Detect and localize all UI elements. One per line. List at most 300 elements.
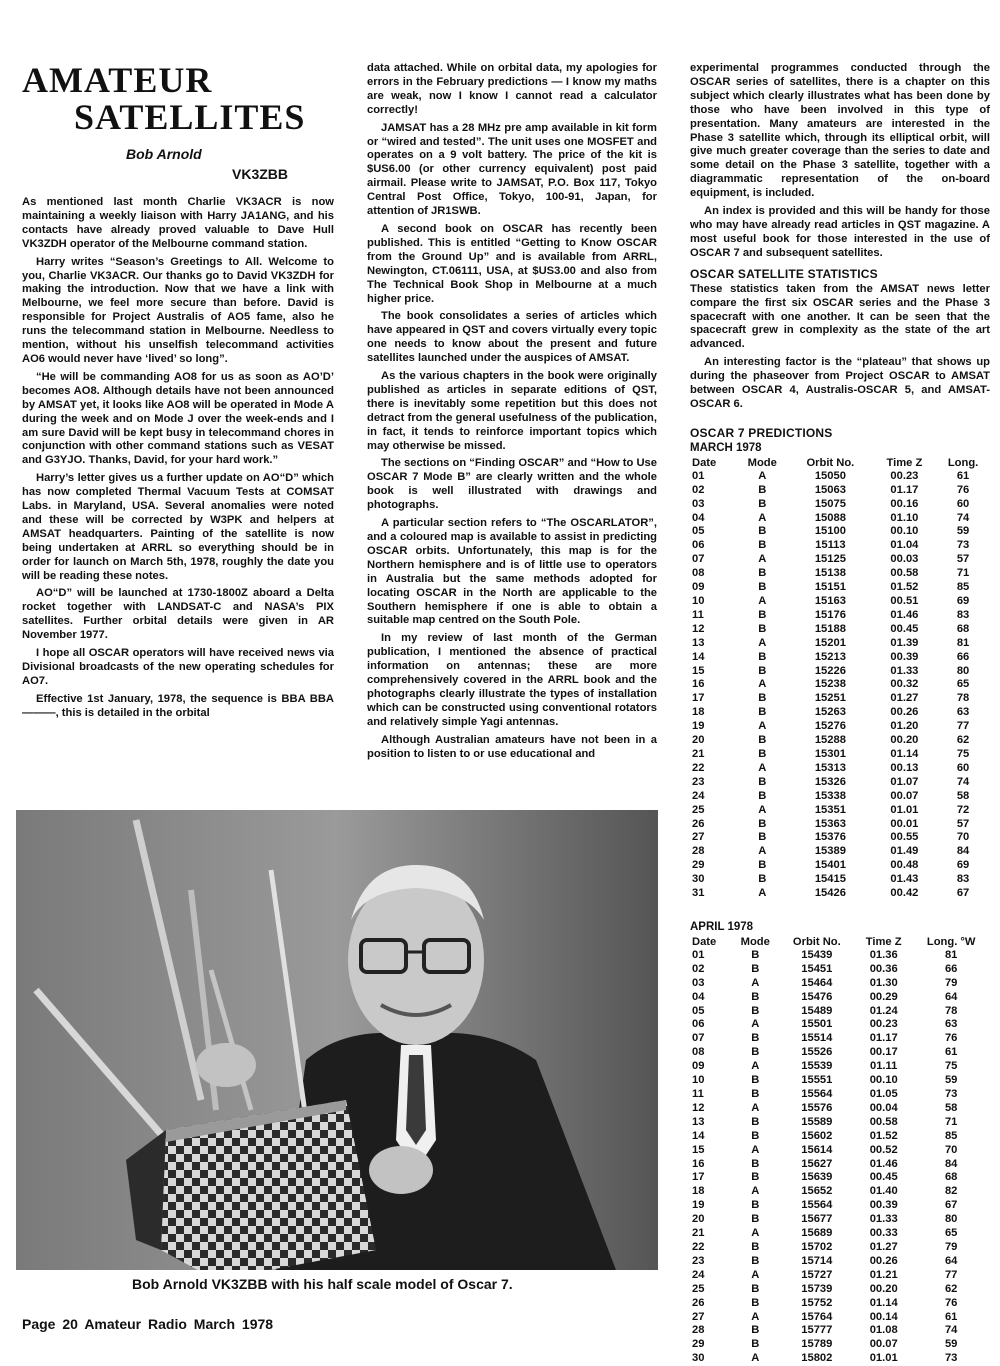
author-callsign: VK3ZBB (232, 166, 289, 182)
cell-mode: B (751, 1074, 760, 1087)
cell-orbit: 15125 (814, 553, 846, 566)
cell-long: 79 (944, 1240, 958, 1253)
cell-mode: A (758, 761, 767, 774)
table-row (690, 525, 990, 539)
cell-date: 03 (692, 976, 705, 989)
paragraph: data attached. While on orbital data, my apologies for errors in the February predictions — I know my maths are weak, now I know I cannot read a calculator correctly! (367, 62, 657, 116)
cell-long: 84 (956, 845, 970, 858)
table-header-row (690, 456, 990, 470)
cell-time: 01.46 (890, 608, 919, 621)
cell-mode: B (758, 789, 767, 802)
col-long: Long. °W (926, 935, 976, 948)
table-row (690, 1144, 990, 1158)
cell-orbit: 15338 (814, 789, 846, 802)
article-title-line2: SATELLITES (74, 97, 306, 137)
table-row (690, 1171, 990, 1185)
cell-orbit: 15301 (814, 747, 846, 760)
col-time: Time Z (886, 456, 923, 469)
cell-long: 70 (956, 831, 970, 844)
cell-orbit: 15739 (801, 1282, 833, 1295)
cell-time: 01.36 (869, 948, 898, 961)
cell-long: 58 (944, 1101, 958, 1114)
cell-time: 00.17 (869, 1046, 898, 1059)
cell-orbit: 15464 (801, 976, 833, 989)
cell-mode: A (751, 976, 760, 989)
cell-orbit: 15802 (801, 1352, 833, 1365)
cell-time: 01.17 (869, 1032, 898, 1045)
cell-mode: A (758, 845, 767, 858)
cell-time: 00.26 (890, 706, 919, 719)
cell-mode: B (758, 483, 767, 496)
cell-mode: B (758, 622, 767, 635)
cell-orbit: 15351 (814, 803, 846, 816)
cell-date: 03 (692, 497, 705, 510)
cell-long: 68 (956, 622, 970, 635)
cell-time: 00.07 (869, 1338, 898, 1351)
cell-orbit: 15564 (801, 1199, 833, 1212)
table-row (690, 1241, 990, 1255)
cell-long: 65 (944, 1227, 958, 1240)
cell-long: 78 (956, 692, 970, 705)
footer-issue: March 1978 (193, 1316, 274, 1332)
cell-date: 08 (692, 1046, 705, 1059)
table-row (690, 859, 990, 873)
cell-time: 01.33 (869, 1213, 898, 1226)
cell-long: 57 (956, 817, 970, 830)
cell-date: 22 (692, 1240, 705, 1253)
cell-mode: A (751, 1268, 760, 1281)
cell-orbit: 15313 (814, 761, 846, 774)
cell-date: 13 (692, 636, 705, 649)
cell-time: 01.43 (890, 873, 919, 886)
table-row (690, 887, 990, 901)
article-title-line1: AMATEUR (22, 60, 213, 100)
cell-time: 01.24 (869, 1004, 898, 1017)
cell-time: 01.10 (890, 511, 919, 524)
cell-time: 00.29 (869, 990, 898, 1003)
cell-mode: B (751, 1088, 760, 1100)
col-date: Date (692, 935, 717, 948)
cell-long: 82 (944, 1185, 958, 1198)
cell-date: 11 (692, 608, 704, 621)
table-row (690, 804, 990, 818)
paragraph: Effective 1st January, 1978, the sequence is BBA BBA ———, this is detailed in the orbital (22, 692, 334, 719)
cell-orbit: 15501 (801, 1018, 833, 1031)
cell-mode: B (751, 962, 760, 975)
cell-date: 16 (692, 1157, 705, 1170)
cell-time: 01.01 (869, 1352, 898, 1365)
table-row (690, 581, 990, 595)
cell-mode: A (758, 553, 767, 566)
table-row (690, 1046, 990, 1060)
paragraph: A second book on OSCAR has recently been published. This is entitled “Getting to Know OSCAR from the Ground Up” and is available from ARRL, Newington, CT.06111, USA, at $US3.00 and also from The Technical Book Shop in Melbourne at a much higher price. (367, 222, 657, 305)
cell-mode: B (758, 775, 767, 788)
cell-long: 75 (944, 1060, 958, 1073)
cell-date: 06 (692, 1018, 705, 1031)
cell-orbit: 15677 (801, 1213, 833, 1226)
table-row (690, 1338, 990, 1352)
table-row (690, 790, 990, 804)
cell-mode: A (751, 1060, 760, 1073)
cell-orbit: 15213 (814, 650, 846, 663)
cell-time: 00.23 (869, 1018, 898, 1031)
cell-long: 74 (956, 775, 970, 788)
stats-heading: OSCAR SATELLITE STATISTICS (690, 266, 878, 281)
cell-orbit: 15063 (814, 483, 846, 496)
cell-orbit: 15489 (801, 1004, 833, 1017)
cell-orbit: 15727 (801, 1268, 833, 1281)
page-footer (22, 1316, 273, 1332)
cell-orbit: 15188 (814, 622, 846, 635)
cell-date: 30 (692, 1352, 705, 1365)
cell-long: 81 (944, 948, 958, 961)
table-row (690, 1032, 990, 1046)
table-row (690, 818, 990, 832)
cell-long: 76 (944, 1032, 958, 1045)
col-time: Time Z (865, 935, 902, 948)
cell-time: 01.40 (869, 1185, 898, 1198)
cell-time: 01.30 (869, 976, 898, 989)
april-table-body (690, 949, 990, 1366)
cell-orbit: 15088 (814, 511, 846, 524)
cell-long: 64 (944, 1254, 958, 1267)
cell-orbit: 15050 (814, 469, 846, 482)
cell-long: 84 (944, 1157, 958, 1170)
march-table-body (690, 470, 990, 901)
table-row (690, 539, 990, 553)
cell-time: 00.23 (890, 469, 919, 482)
cell-long: 63 (944, 1018, 958, 1031)
cell-long: 70 (944, 1143, 958, 1156)
cell-long: 69 (956, 859, 970, 872)
cell-time: 00.07 (890, 789, 919, 802)
cell-orbit: 15702 (801, 1240, 833, 1253)
cell-time: 01.05 (869, 1088, 898, 1100)
cell-date: 26 (692, 817, 705, 830)
col-orbit: Orbit No. (806, 456, 855, 469)
cell-time: 00.26 (869, 1254, 898, 1267)
column-2 (367, 62, 657, 766)
cell-time: 01.08 (869, 1324, 898, 1337)
cell-mode: A (751, 1143, 760, 1156)
cell-time: 01.52 (890, 581, 919, 594)
cell-date: 24 (692, 1268, 705, 1281)
table-row (690, 1352, 990, 1366)
paragraph: As mentioned last month Charlie VK3ACR is now maintaining a weekly liaison with Harry JA1ANG, and his contacts have already proved valuable to Dave Hull VK3ZDH operator of the Melbourne command station. (22, 196, 334, 250)
paragraph: Harry’s letter gives us a further update on AO“D” which has now completed Thermal Vacuum Tests at COMSAT Labs. in Maryland, USA. Several anomalies were noted and these will be corrected by W3PK and helpers at AMSAT headquarters. Painting of the satellite is now being undertaken at ARRL so everything should be in order for launch on March 5th, 1978, roughly the date you will be reading these notes. (22, 472, 334, 582)
cell-time: 00.52 (869, 1143, 898, 1156)
table-row (690, 651, 990, 665)
cell-long: 83 (956, 873, 970, 886)
cell-date: 06 (692, 539, 705, 552)
cell-long: 79 (944, 976, 958, 989)
cell-mode: B (758, 873, 767, 886)
table-row (690, 637, 990, 651)
table-row (690, 512, 990, 526)
cell-date: 12 (692, 622, 705, 635)
table-row (690, 1311, 990, 1325)
cell-long: 62 (944, 1282, 958, 1295)
photo-illustration (16, 810, 658, 1270)
cell-mode: B (758, 706, 767, 719)
cell-time: 01.27 (869, 1240, 898, 1253)
paragraph: In my review of last month of the German publication, I mentioned the absence of practical information on antennas; these are more comprehensively covered in the ARRL book and the photographs clearly illustrate the types of installation which can be constructed using conventional rotators and relatively simple Yagi antennas. (367, 632, 657, 728)
cell-date: 07 (692, 1032, 705, 1045)
cell-mode: B (751, 1213, 760, 1226)
cell-orbit: 15288 (814, 734, 846, 747)
cell-orbit: 15602 (801, 1129, 833, 1142)
cell-orbit: 15389 (814, 845, 846, 858)
cell-time: 01.17 (890, 483, 919, 496)
table-row (690, 776, 990, 790)
predictions-heading: OSCAR 7 PREDICTIONS (690, 425, 833, 440)
cell-date: 30 (692, 873, 705, 886)
paragraph: AO“D” will be launched at 1730-1800Z aboard a Delta rocket together with LANDSAT-C and NASA’s PIX satellites. Further orbital details were given in AR November 1977. (22, 587, 334, 642)
table-row (690, 595, 990, 609)
cell-mode: B (758, 734, 767, 747)
cell-orbit: 15226 (814, 664, 846, 677)
cell-orbit: 15176 (814, 608, 846, 621)
cell-long: 59 (956, 525, 970, 538)
cell-date: 12 (692, 1101, 705, 1114)
cell-mode: A (758, 678, 767, 691)
col-long: Long. (947, 456, 979, 469)
cell-date: 23 (692, 775, 705, 788)
table-row (690, 1060, 990, 1074)
cell-orbit: 15163 (814, 595, 846, 607)
table-row (690, 831, 990, 845)
cell-orbit: 15539 (801, 1060, 833, 1073)
cell-mode: B (758, 650, 767, 663)
table-row (690, 1018, 990, 1032)
table-row (690, 1116, 990, 1130)
cell-date: 31 (692, 887, 705, 900)
cell-long: 59 (944, 1074, 958, 1087)
cell-date: 16 (692, 678, 705, 691)
cell-time: 00.04 (869, 1101, 898, 1114)
cell-date: 14 (692, 1129, 705, 1142)
paragraph: These statistics taken from the AMSAT news letter compare the first six OSCAR series and the Phase 3 spacecraft with one another. It can be seen that the spacecraft grew in complexity as the state of the art advanced. (690, 282, 990, 351)
cell-date: 04 (692, 511, 705, 524)
table-row (690, 706, 990, 720)
cell-orbit: 15263 (814, 706, 846, 719)
cell-time: 01.07 (890, 775, 919, 788)
cell-time: 00.10 (890, 525, 919, 538)
table-row (690, 873, 990, 887)
cell-mode: B (758, 539, 767, 552)
footer-magazine: Amateur Radio (84, 1316, 187, 1332)
cell-orbit: 15363 (814, 817, 846, 830)
cell-long: 71 (956, 567, 970, 580)
cell-orbit: 15514 (801, 1032, 833, 1045)
cell-date: 28 (692, 1324, 705, 1337)
cell-long: 62 (956, 734, 970, 747)
column-1 (22, 62, 334, 725)
paragraph: An interesting factor is the “plateau” that shows up during the phaseover from Project OSCAR to AMSAT between OSCAR 4, Australis-OSCAR 5, and AMSAT-OSCAR 6. (690, 356, 990, 410)
cell-time: 00.45 (869, 1171, 898, 1184)
cell-orbit: 15614 (801, 1143, 833, 1156)
table-row (690, 567, 990, 581)
cell-date: 08 (692, 567, 705, 580)
paragraph: “He will be commanding AO8 for us as soon as AO’D’ becomes AO8. Although details have not been announced by AMSAT yet, it looks like AO8 will be operated in Mode A during the week and on Mode J over the week-ends and I am sure David will be kept busy in telecommand chores in conjunction with other command stations such as VESAT and G3YJO. Thanks, David, for your hard work.” (22, 370, 334, 467)
cell-long: 81 (956, 636, 970, 649)
cell-time: 01.49 (890, 845, 919, 858)
cell-long: 73 (956, 539, 970, 552)
cell-date: 14 (692, 650, 705, 663)
table-row (690, 1102, 990, 1116)
cell-long: 64 (944, 990, 958, 1003)
cell-mode: A (758, 803, 767, 816)
cell-long: 66 (944, 962, 958, 975)
cell-long: 75 (956, 747, 970, 760)
cell-long: 69 (956, 595, 970, 607)
col-orbit: Orbit No. (792, 935, 841, 948)
cell-long: 67 (956, 887, 970, 900)
paragraph: An index is provided and this will be handy for those who may have already read articles in QST magazine. A most useful book for those interested in the use of OSCAR 7 and subsequent satellites. (690, 205, 990, 259)
cell-mode: A (758, 511, 767, 524)
table-row (690, 609, 990, 623)
cell-long: 66 (956, 650, 970, 663)
march-predictions-table (690, 456, 990, 901)
table-row (690, 949, 990, 963)
cell-mode: B (758, 581, 767, 594)
cell-orbit: 15113 (815, 539, 846, 552)
cell-long: 60 (956, 761, 970, 774)
cell-orbit: 15752 (801, 1296, 833, 1309)
cell-date: 23 (692, 1254, 705, 1267)
cell-orbit: 15627 (801, 1157, 833, 1170)
cell-mode: B (758, 608, 767, 621)
cell-orbit: 15138 (814, 567, 846, 580)
cell-mode: B (758, 692, 767, 705)
cell-time: 01.14 (869, 1296, 898, 1309)
cell-mode: B (751, 1240, 760, 1253)
cell-orbit: 15777 (801, 1324, 833, 1337)
cell-date: 17 (692, 692, 705, 705)
cell-date: 26 (692, 1296, 705, 1309)
cell-date: 05 (692, 1004, 705, 1017)
cell-mode: A (758, 469, 767, 482)
table-row (690, 734, 990, 748)
cell-orbit: 15764 (801, 1310, 833, 1323)
cell-time: 00.39 (869, 1199, 898, 1212)
table-row (690, 845, 990, 859)
cell-date: 19 (692, 1199, 705, 1212)
cell-long: 59 (944, 1338, 958, 1351)
cell-long: 68 (944, 1171, 958, 1184)
cell-date: 18 (692, 706, 705, 719)
table-row (690, 991, 990, 1005)
cell-mode: B (751, 1199, 760, 1212)
table-row (690, 623, 990, 637)
cell-long: 63 (956, 706, 970, 719)
cell-time: 01.01 (890, 803, 919, 816)
cell-orbit: 15326 (814, 775, 846, 788)
cell-date: 02 (692, 483, 705, 496)
cell-orbit: 15714 (801, 1254, 833, 1267)
cell-mode: B (751, 1032, 760, 1045)
cell-time: 00.36 (869, 962, 898, 975)
paragraph: The book consolidates a series of articles which have appeared in QST and covers virtually every topic one needs to know about the present and future satellites launched under the auspices of AMSAT. (367, 310, 657, 365)
cell-long: 73 (944, 1352, 958, 1365)
table-row (690, 470, 990, 484)
cell-long: 58 (956, 789, 970, 802)
cell-orbit: 15075 (814, 497, 846, 510)
table-row (690, 1074, 990, 1088)
cell-mode: A (758, 595, 767, 607)
cell-time: 01.46 (869, 1157, 898, 1170)
cell-mode: B (751, 1157, 760, 1170)
table-row (690, 1269, 990, 1283)
cell-date: 29 (692, 859, 705, 872)
cell-mode: B (758, 831, 767, 844)
cell-time: 00.55 (890, 831, 919, 844)
cell-date: 17 (692, 1171, 705, 1184)
cell-orbit: 15251 (814, 692, 846, 705)
table-row (690, 1005, 990, 1019)
cell-long: 76 (956, 483, 970, 496)
cell-date: 09 (692, 581, 705, 594)
table-row (690, 484, 990, 498)
april-predictions-table (690, 935, 990, 1366)
cell-date: 05 (692, 525, 705, 538)
cell-mode: B (751, 948, 760, 961)
cell-long: 80 (956, 664, 970, 677)
cell-orbit: 15476 (801, 990, 833, 1003)
table-row (690, 1199, 990, 1213)
cell-time: 00.58 (869, 1115, 898, 1128)
cell-date: 02 (692, 962, 705, 975)
cell-date: 10 (692, 1074, 705, 1087)
cell-long: 61 (956, 469, 970, 482)
cell-date: 27 (692, 1310, 705, 1323)
cell-orbit: 15201 (814, 636, 846, 649)
table-row (690, 1088, 990, 1102)
paragraph: A particular section refers to “The OSCARLATOR”, and a coloured map is available to assist in predicting OSCAR orbits. Unfortunately, this map is for the Northern hemisphere and is of little use to operators in Australia but the same methods adopted for locating OSCAR in the North are applicable to the Southern hemisphere if one is able to obtain a suitable map centred on the South Pole. (367, 517, 657, 627)
table-header-row (690, 935, 990, 949)
table-row (690, 1130, 990, 1144)
cell-time: 01.27 (890, 692, 919, 705)
cell-long: 65 (956, 678, 970, 691)
cell-mode: A (758, 720, 767, 733)
cell-mode: B (758, 497, 767, 510)
cell-time: 00.33 (869, 1227, 898, 1240)
cell-date: 15 (692, 664, 705, 677)
photo-bob-arnold-oscar7-model (16, 810, 658, 1270)
table-row (690, 692, 990, 706)
table-row (690, 1283, 990, 1297)
cell-date: 27 (692, 831, 705, 844)
cell-mode: B (751, 1129, 760, 1142)
cell-long: 71 (944, 1115, 958, 1128)
cell-orbit: 15564 (801, 1088, 833, 1100)
table-row (690, 963, 990, 977)
cell-mode: B (758, 567, 767, 580)
cell-long: 77 (956, 720, 970, 733)
paragraph: JAMSAT has a 28 MHz pre amp available in kit form or “wired and tested”. The unit uses one MOSFET and operates on a 9 volt battery. The price of the kit is $US6.00 (or other currency equivalent) post paid airmail. Please write to JAMSAT, P.O. Box 117, Tokyo Central Post Office, Tokyo, 100-91, Japan, for attention of JR1SWB. (367, 121, 657, 218)
cell-long: 60 (956, 497, 970, 510)
cell-long: 74 (944, 1324, 958, 1337)
cell-date: 18 (692, 1185, 705, 1198)
cell-date: 24 (692, 789, 705, 802)
col-date: Date (692, 456, 717, 469)
table-row (690, 498, 990, 512)
cell-orbit: 15451 (801, 962, 833, 975)
paragraph: Although Australian amateurs have not been in a position to listen to or use educational and (367, 733, 657, 760)
paragraph: The sections on “Finding OSCAR” and “How to Use OSCAR 7 Mode B” are clearly written and the whole book is well illustrated with drawings and photographs. (367, 457, 657, 512)
cell-date: 21 (692, 747, 705, 760)
cell-orbit: 15526 (801, 1046, 833, 1059)
